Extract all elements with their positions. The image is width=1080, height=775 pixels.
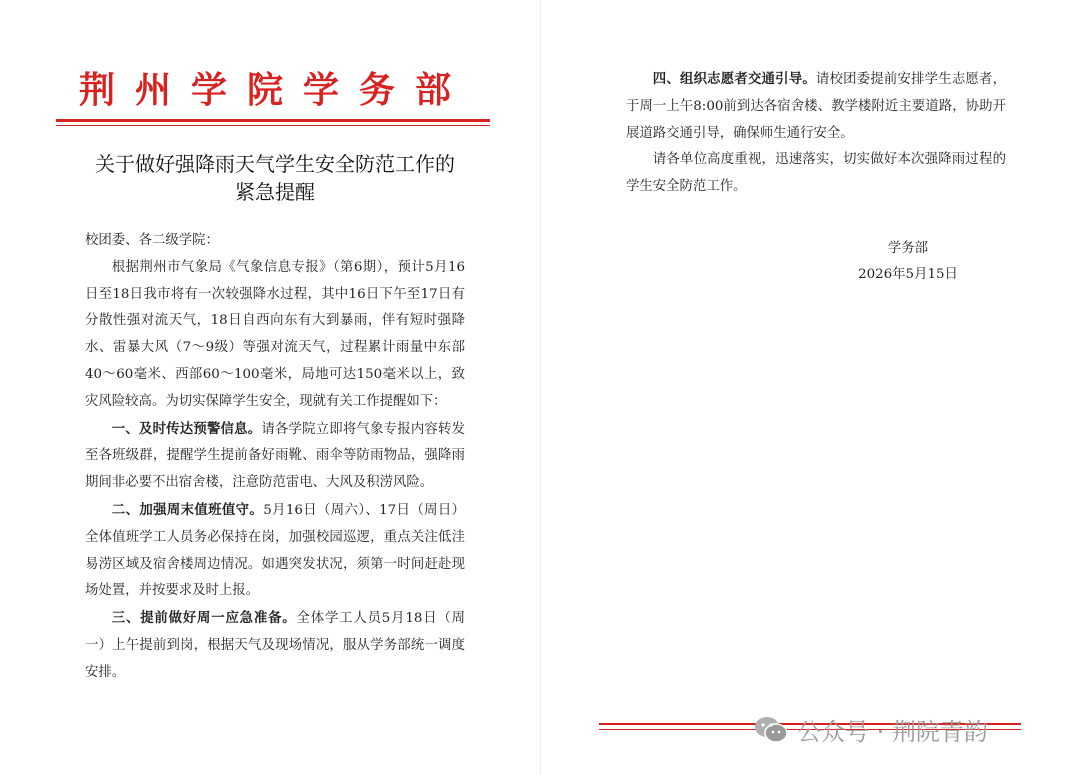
item-1 xyxy=(85,416,465,497)
item-4-heading: 四、组织志愿者交通引导。 xyxy=(652,71,816,87)
watermark xyxy=(753,712,988,747)
item-3-heading: 三、提前做好周一应急准备。 xyxy=(111,610,297,627)
item-1-heading: 一、及时传达预警信息。 xyxy=(111,420,262,437)
letterhead: 荆州学院学务部 xyxy=(78,69,471,111)
title-line-2: 紧急提醒 xyxy=(235,180,315,204)
document-body xyxy=(85,228,465,687)
item-1-text: 请各学院立即将气象专报内容转发至各班级群，提醒学生提前备好雨靴、雨伞等防雨物品，强降雨期间非必要不出宿舍楼，注意防范雷电、大风及积涝风险。 xyxy=(85,421,466,491)
item-2-text: 5月16日（周六）、17日（周日）全体值班学工人员务必保持在岗，加强校园巡逻，重点关注低洼易涝区域及宿舍楼周边情况。如遇突发状况，须第一时间赶赴现场处置，并按要求及时上报。 xyxy=(85,502,466,599)
watermark-text: 公众号 · 荆院青韵 xyxy=(797,718,988,746)
item-4-text: 请校团委提前安排学生志愿者，于周一上午8:00前到达各宿舍楼、教学楼附近主要道路，协助开展道路交通引导，确保师生通行安全。 xyxy=(626,72,1006,141)
item-2 xyxy=(85,497,465,605)
item-3-text: 全体学工人员5月18日（周一）上午提前到岗，根据天气及现场情况，服从学务部统一调度安排。 xyxy=(85,611,466,680)
signature-block xyxy=(833,236,983,288)
wechat-icon xyxy=(753,715,789,745)
document-title xyxy=(60,150,490,206)
document-page-right xyxy=(540,0,1080,775)
letterhead-rule-thick xyxy=(56,119,490,122)
issue-date: 2026年5月15日 xyxy=(858,267,958,282)
document-body-continued xyxy=(626,66,1006,201)
salutation: 校团委、各二级学院： xyxy=(85,233,219,248)
letterhead-rule-thin xyxy=(56,125,490,126)
item-2-heading: 二、加强周末值班值守。 xyxy=(111,501,264,518)
intro-paragraph: 根据荆州市气象局《气象信息专报》（第6期），预计5月16日至18日我市将有一次较强降水过程，其中16日下午至17日有分散性强对流天气，18日自西向东有大到暴雨，伴有短时强降水、雷暴大风（7～9级）等强对流天气，过程累计雨量中东部40～60毫米、西部60～100毫米，局地可达150毫米以上，致灾风险较高。为切实保障学生安全，现就有关工作提醒如下： xyxy=(85,259,465,409)
signature: 学务部 xyxy=(887,241,929,256)
title-line-1: 关于做好强降雨天气学生安全防范工作的 xyxy=(95,152,455,176)
item-4 xyxy=(626,66,1006,147)
item-3 xyxy=(85,605,465,686)
closing-paragraph: 请各单位高度重视，迅速落实，切实做好本次强降雨过程的学生安全防范工作。 xyxy=(626,152,1006,195)
